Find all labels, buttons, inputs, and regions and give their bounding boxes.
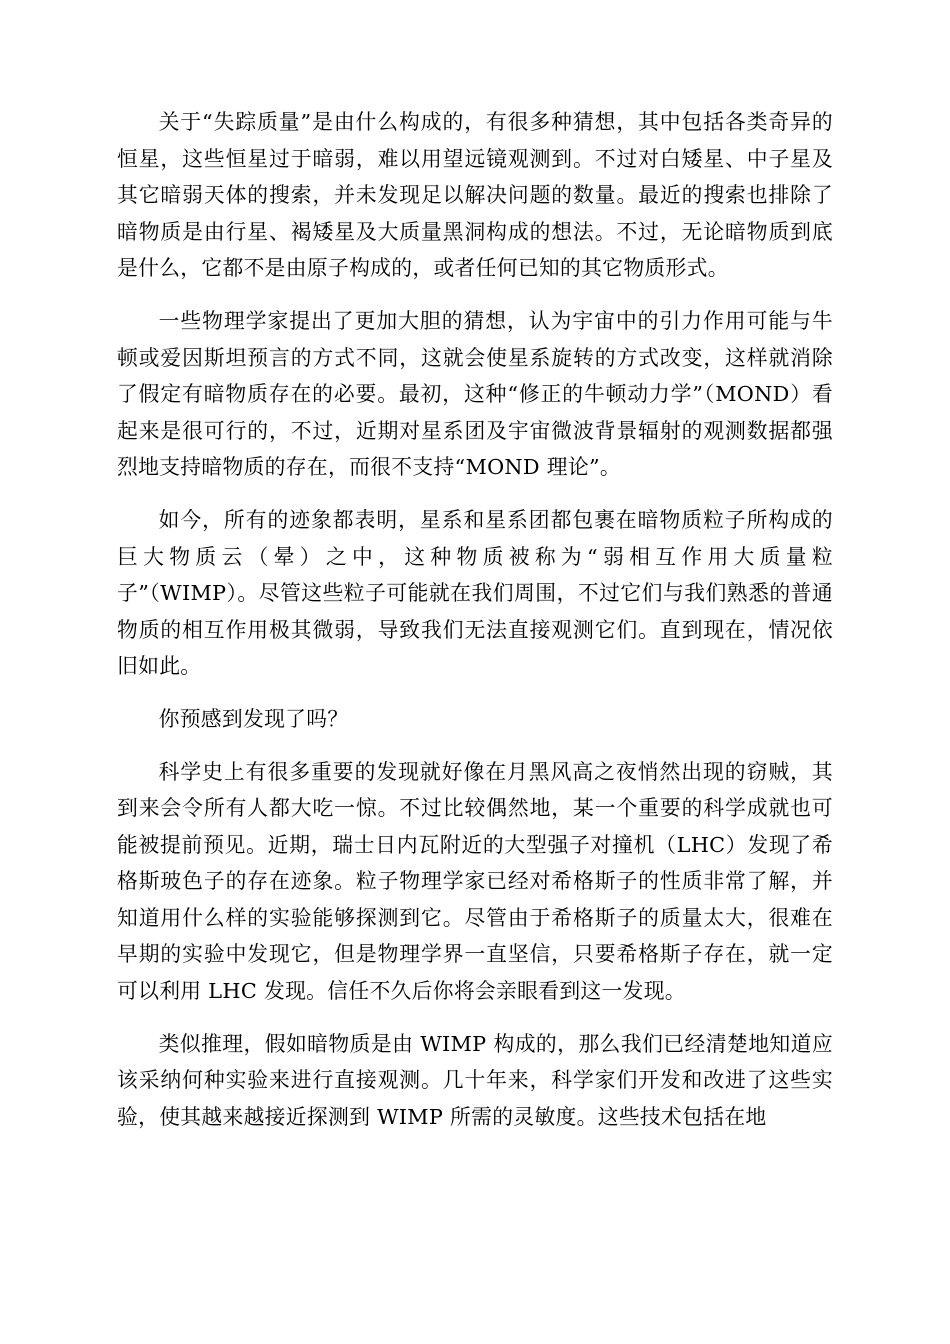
paragraph-wimp: 如今，所有的迹象都表明，星系和星系团都包裹在暗物质粒子所构成的巨大物质云（晕）之中，这种物质被称为“弱相互作用大质量粒子”（WIMP）。尽管这些粒子可能就在我们周围，不过它们与我们熟悉的普通物质的相互作用极其微弱，导致我们无法直接观测它们。直到现在，情况依旧如此。 (117, 507, 833, 679)
paragraph-section-heading: 你预感到发现了吗？ (158, 706, 349, 731)
paragraph-higgs: 科学史上有很多重要的发现就好像在月黑风高之夜悄然出现的窃贼，其到来会令所有人都大吃一惊。不过比较偶然地，某一个重要的科学成就也可能被提前预见。近期，瑞士日内瓦附近的大型强子对撞机（LHC）发现了希格斯玻色子的存在迹象。粒子物理学家已经对希格斯子的性质非常了解，并知道用什么样的实验能够探测到它。尽管由于希格斯子的质量太大，很难在早期的实验中发现它，但是物理学界一直坚信，只要希格斯子存在，就一定可以利用 LHC 发现。信任不久后你将会亲眼看到这一发现。 (117, 759, 833, 1004)
paragraph-missing-mass: 关于“失踪质量”是由什么构成的，有很多种猜想，其中包括各类奇异的恒星，这些恒星过于暗弱，难以用望远镜观测到。不过对白矮星、中子星及其它暗弱天体的搜索，并未发现足以解决问题的数量。最近的搜索也排除了暗物质是由行星、褐矮星及大质量黑洞构成的想法。不过，无论暗物质到底是什么，它都不是由原子构成的，或者任何已知的其它物质形式。 (117, 110, 833, 281)
paragraph-mond: 一些物理学家提出了更加大胆的猜想，认为宇宙中的引力作用可能与牛顿或爱因斯坦预言的方式不同，这就会使星系旋转的方式改变，这样就消除了假定有暗物质存在的必要。最初，这种“修正的牛顿动力学”（MOND）看起来是很可行的，不过，近期对星系团及宇宙微波背景辐射的观测数据都强烈地支持暗物质的存在，而很不支持“MOND 理论”。 (117, 308, 833, 480)
paragraph-detection: 类似推理，假如暗物质是由 WIMP 构成的，那么我们已经清楚地知道应该采纳何种实验来进行直接观测。几十年来，科学家们开发和改进了这些实验，使其越来越接近探测到 WIMP 所需的灵敏度。这些技术包括在地 (117, 1031, 833, 1129)
document-body (117, 104, 833, 1151)
